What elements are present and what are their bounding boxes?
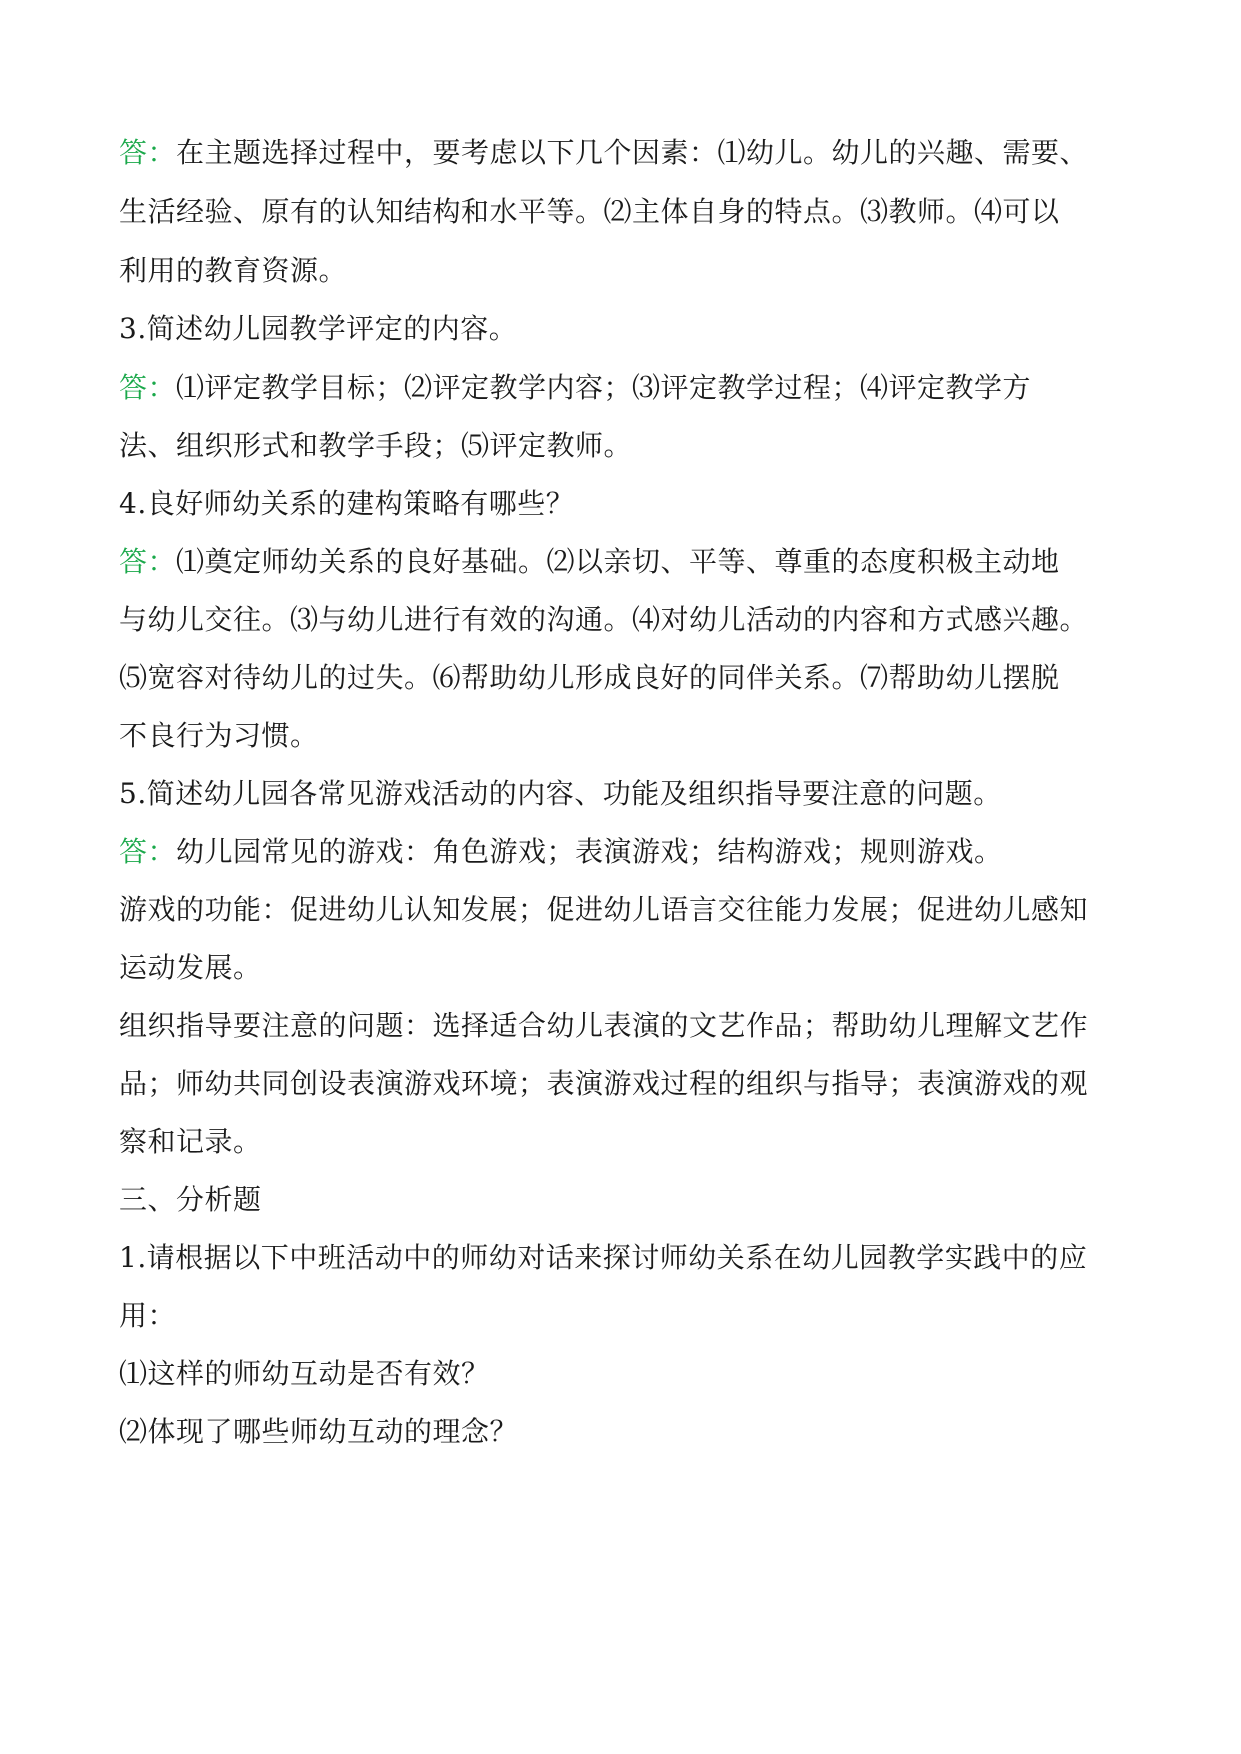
section-heading: 三、分析题 [119,1183,262,1216]
text-line: 幼儿园常见的游戏：角色游戏；表演游戏；结构游戏；规则游戏。 [176,835,1003,868]
text-line: ⑵体现了哪些师幼互动的理念？ [119,1415,519,1448]
text-line: 利用的教育资源。 [119,254,348,287]
text-line: ⑸宽容对待幼儿的过失。⑹帮助幼儿形成良好的同伴关系。⑺帮助幼儿摆脱 [119,661,1060,694]
answer-paragraph-line [119,133,1129,173]
answer-paragraph-line [119,542,1129,582]
text-line: 察和记录。 [119,1125,262,1158]
text-line: 游戏的功能：促进幼儿认知发展；促进幼儿语言交往能力发展；促进幼儿感知 [119,893,1089,926]
question-heading: 5.简述幼儿园各常见游戏活动的内容、功能及组织指导要注意的问题。 [119,777,1002,810]
question-heading: 1.请根据以下中班活动中的师幼对话来探讨师幼关系在幼儿园教学实践中的应 [119,1241,1088,1274]
text-line: 品；师幼共同创设表演游戏环境；表演游戏过程的组织与指导；表演游戏的观 [119,1067,1089,1100]
answer-label: 答： [119,835,177,868]
text-line: 与幼儿交往。⑶与幼儿进行有效的沟通。⑷对幼儿活动的内容和方式感兴趣。 [119,603,1089,636]
answer-label: 答： [119,545,177,578]
answer-paragraph-line [119,832,1129,872]
answer-paragraph-line [119,368,1129,408]
question-heading: 3.简述幼儿园教学评定的内容。 [119,312,518,345]
question-heading: 4.良好师幼关系的建构策略有哪些？ [119,487,575,520]
text-line: 在主题选择过程中，要考虑以下几个因素：⑴幼儿。幼儿的兴趣、需要、 [176,136,1089,169]
answer-label: 答： [119,136,177,169]
text-line: ⑴评定教学目标；⑵评定教学内容；⑶评定教学过程；⑷评定教学方 [176,371,1032,404]
text-line: 生活经验、原有的认知结构和水平等。⑵主体自身的特点。⑶教师。⑷可以 [119,195,1060,228]
answer-label: 答： [119,371,177,404]
text-line: 运动发展。 [119,951,262,984]
text-line: 不良行为习惯。 [119,719,319,752]
text-line: ⑴这样的师幼互动是否有效？ [119,1357,490,1390]
text-line: 组织指导要注意的问题：选择适合幼儿表演的文艺作品；帮助幼儿理解文艺作 [119,1009,1089,1042]
text-line: 法、组织形式和教学手段；⑸评定教师。 [119,429,633,462]
text-line: 用： [119,1299,177,1332]
text-line: ⑴奠定师幼关系的良好基础。⑵以亲切、平等、尊重的态度积极主动地 [176,545,1060,578]
